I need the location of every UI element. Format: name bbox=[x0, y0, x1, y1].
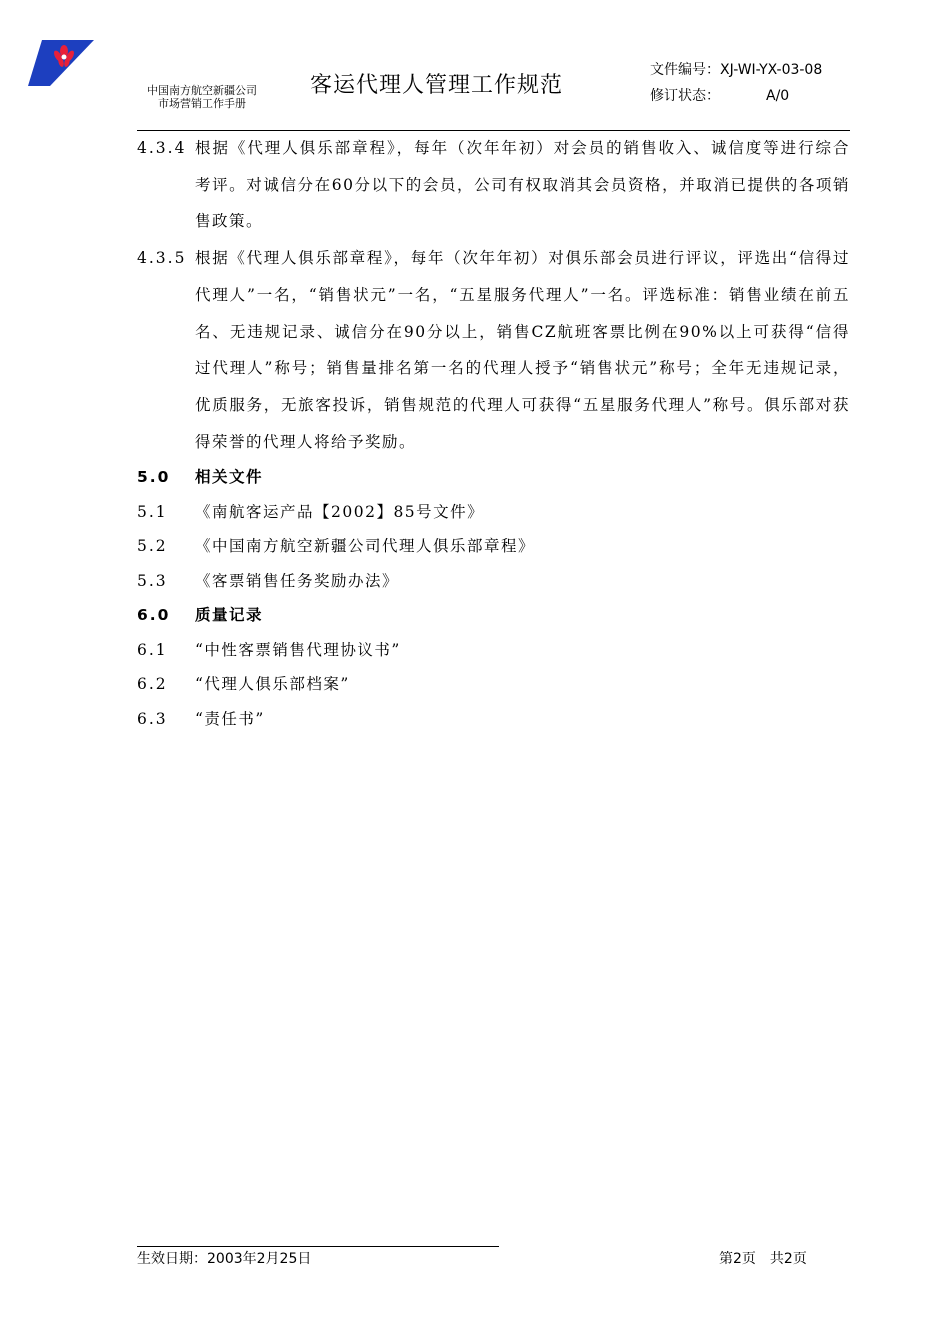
document-body bbox=[137, 130, 850, 736]
item-text: 《中国南方航空新疆公司代理人俱乐部章程》 bbox=[195, 537, 536, 556]
document-number: 文件编号：XJ-WI-YX-03-08 bbox=[650, 62, 823, 78]
page-number: 第2页 bbox=[719, 1251, 756, 1267]
company-line-1: 中国南方航空新疆公司 bbox=[147, 84, 257, 97]
section-number: 5.0 bbox=[137, 468, 171, 487]
clause-number: 4.3.5 bbox=[137, 249, 187, 268]
airline-logo bbox=[28, 40, 94, 86]
item-text: “责任书” bbox=[195, 709, 265, 728]
item-number: 5.2 bbox=[137, 537, 168, 556]
section-heading-related-docs bbox=[137, 460, 850, 495]
page-indicator bbox=[719, 1248, 807, 1268]
revision-label: 修订状态： bbox=[650, 88, 720, 104]
document-meta bbox=[650, 57, 822, 109]
item-text: 《客票销售任务奖励办法》 bbox=[195, 571, 400, 590]
clause-text: 根据《代理人俱乐部章程》，每年（次年年初）对俱乐部会员进行评议，评选出“信得过代理人”一名，“销售状元”一名，“五星服务代理人”一名。评选标准：销售业绩在前五名、无违规记录、诚信分在90分以上，销售CZ航班客票比例在90%以上可获得“信得过代理人”称号；销售量排名第一名的代理人授予“销售状元”称号；全年无违规记录，优质服务，无旅客投诉，销售规范的代理人可获得“五星服务代理人”称号。俱乐部对获得荣誉的代理人将给予奖励。 bbox=[195, 249, 850, 451]
item-number: 6.2 bbox=[137, 675, 168, 694]
item-number: 5.3 bbox=[137, 571, 168, 590]
section-title: 质量记录 bbox=[195, 606, 264, 625]
company-line-2: 市场营销工作手册 bbox=[158, 97, 246, 110]
item-text: 《南航客运产品【2002】85号文件》 bbox=[195, 502, 485, 521]
clause-text: 根据《代理人俱乐部章程》，每年（次年年初）对会员的销售收入、诚信度等进行综合考评。对诚信分在60分以下的会员，公司有权取消其会员资格，并取消已提供的各项销售政策。 bbox=[195, 139, 850, 231]
company-name bbox=[132, 84, 272, 110]
item-number: 6.3 bbox=[137, 709, 168, 728]
clause-number: 4.3.4 bbox=[137, 139, 187, 157]
footer-divider bbox=[137, 1246, 499, 1247]
list-item bbox=[137, 529, 850, 564]
list-item bbox=[137, 667, 850, 702]
item-text: “代理人俱乐部档案” bbox=[195, 675, 350, 694]
section-heading-quality-records bbox=[137, 598, 850, 633]
list-item bbox=[137, 564, 850, 599]
revision-value: A/0 bbox=[766, 88, 790, 104]
list-item bbox=[137, 495, 850, 530]
effective-date: 生效日期：2003年2月25日 bbox=[137, 1251, 312, 1267]
clause-4-3-4 bbox=[137, 130, 850, 240]
document-title: 客运代理人管理工作规范 bbox=[310, 73, 564, 98]
section-title: 相关文件 bbox=[195, 468, 264, 487]
item-number: 5.1 bbox=[137, 502, 168, 521]
clause-4-3-5 bbox=[137, 240, 850, 460]
list-item bbox=[137, 702, 850, 737]
section-number: 6.0 bbox=[137, 606, 171, 625]
page-total: 共2页 bbox=[769, 1251, 807, 1267]
revision-status bbox=[650, 83, 822, 109]
list-item bbox=[137, 633, 850, 668]
item-number: 6.1 bbox=[137, 640, 168, 659]
item-text: “中性客票销售代理协议书” bbox=[195, 640, 401, 659]
